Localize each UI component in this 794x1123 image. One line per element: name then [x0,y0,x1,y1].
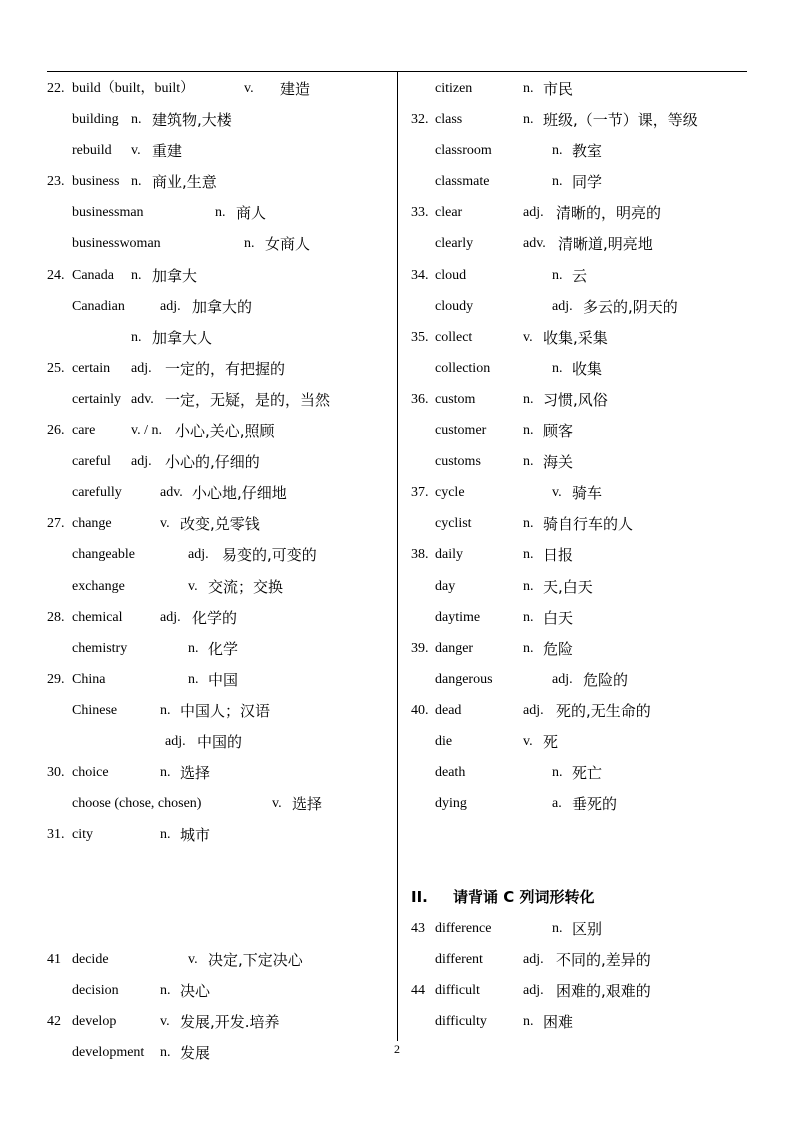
part-of-speech: adj. [523,205,544,221]
vocab-row [47,545,387,576]
chinese-meaning: 收集 [572,359,603,378]
chinese-meaning: 天,白天 [543,577,593,596]
vocab-row [47,266,387,297]
vocab-row [411,203,751,234]
vocab-row [47,141,387,172]
entry-number: 22. [47,81,65,96]
english-word: citizen [435,81,473,96]
english-word: clearly [435,236,474,252]
vocab-row [47,1012,387,1043]
vocab-row [47,297,387,328]
vocab-row [411,950,751,981]
vocab-row [411,483,751,514]
english-word: city [72,827,93,843]
english-word: chemical [72,609,123,625]
entry-number: 32. [411,112,429,128]
chinese-meaning: 困难 [543,1012,574,1031]
english-word: customer [435,423,487,439]
part-of-speech: adj. [552,671,573,687]
part-of-speech: v. [552,485,562,501]
chinese-meaning: 小心地,仔细地 [192,484,287,503]
english-word: building [72,112,119,128]
english-word: Canada [72,267,114,283]
english-word: danger [435,640,474,656]
chinese-meaning: 不同的,差异的 [556,950,651,969]
english-word: chemistry [72,640,128,656]
chinese-meaning: 习惯,风俗 [543,390,608,409]
chinese-meaning: 建造 [280,80,311,98]
chinese-meaning: 中国 [208,670,239,689]
part-of-speech: n. [131,112,142,128]
chinese-meaning: 城市 [180,826,211,845]
part-of-speech: n. [160,827,171,843]
entry-number: 37. [411,485,429,501]
part-of-speech: adj. [552,298,573,314]
column-divider [397,71,398,1041]
vocab-row [47,763,387,794]
vocab-row [47,514,387,545]
section-title: 请背诵 C 列词形转化 [453,888,595,907]
part-of-speech: n. [523,391,534,407]
vocab-row [411,234,751,265]
vocab-row [47,359,387,390]
right-column [411,79,751,1043]
english-word: clear [435,205,463,221]
entry-number: 34. [411,267,429,283]
chinese-meaning: 死亡 [572,764,603,783]
english-word: carefully [72,485,122,501]
part-of-speech: n. [523,112,534,128]
vocab-row [411,297,751,328]
vocab-row [47,483,387,514]
part-of-speech: n. [131,329,142,345]
spacer [47,856,387,918]
entry-number: 43 [411,920,425,936]
chinese-meaning: 一定的，有把握的 [165,359,286,378]
vocab-row [47,452,387,483]
english-word: Chinese [72,702,118,718]
chinese-meaning: 日报 [543,546,574,565]
entry-number: 30. [47,765,65,781]
english-word: rebuild [72,143,112,159]
vocab-row [411,670,751,701]
chinese-meaning: 一定，无疑，是的，当然 [165,390,331,409]
part-of-speech: adj. [131,360,152,376]
chinese-meaning: 教室 [572,142,603,161]
part-of-speech: n. [188,640,199,656]
part-of-speech: n. [523,547,534,563]
part-of-speech: v. [188,951,198,967]
vocab-row [411,763,751,794]
english-word: class [435,112,463,128]
vocab-row [47,981,387,1012]
part-of-speech: adj. [188,547,209,563]
part-of-speech: n. [188,671,199,687]
part-of-speech: n. [523,516,534,532]
english-word: exchange [72,578,125,594]
entry-number: 27. [47,516,65,532]
part-of-speech: v. [188,578,198,594]
english-word: difficult [435,982,480,998]
chinese-meaning: 加拿大的 [192,297,253,316]
english-word: custom [435,391,476,407]
chinese-meaning: 清晰道,明亮地 [558,235,653,254]
chinese-meaning: 危险 [543,639,574,658]
english-word: cyclist [435,516,472,532]
english-word: certain [72,360,111,376]
english-word: businesswoman [72,236,161,252]
english-word: develop [72,1013,117,1029]
part-of-speech: n. [552,143,563,159]
chinese-meaning: 决心 [180,981,211,1000]
chinese-meaning: 市民 [543,80,574,98]
chinese-meaning: 改变,兑零钱 [180,515,260,534]
english-word: difference [435,920,492,936]
part-of-speech: n. [131,267,142,283]
chinese-meaning: 同学 [572,173,603,192]
vocab-row [47,203,387,234]
part-of-speech: adj. [131,454,152,470]
english-word: choose (chose, chosen) [72,796,202,812]
vocab-row [411,110,751,141]
vocab-row [47,639,387,670]
chinese-meaning: 加拿大 [152,266,198,285]
vocab-row [411,172,751,203]
chinese-meaning: 区别 [572,919,603,938]
vocab-row [411,421,751,452]
part-of-speech: adj. [160,609,181,625]
entry-number: 26. [47,423,65,439]
chinese-meaning: 云 [572,266,588,285]
english-word: cloud [435,267,467,283]
vocab-row [47,701,387,732]
vocab-row [47,794,387,825]
english-word: cloudy [435,298,474,314]
chinese-meaning: 中国人；汉语 [180,701,271,720]
part-of-speech: n. [552,174,563,190]
vocab-row [47,825,387,856]
entry-number: 44 [411,982,425,998]
entry-number: 36. [411,391,429,407]
part-of-speech: n. [523,423,534,439]
part-of-speech: n. [523,578,534,594]
english-word: careful [72,454,111,470]
left-vocab-list-1 [47,79,387,856]
chinese-meaning: 困难的,艰难的 [556,981,651,1000]
vocab-row [411,919,751,950]
english-word: daytime [435,609,481,625]
chinese-meaning: 加拿大人 [152,328,213,347]
vocab-row [47,234,387,265]
chinese-meaning: 发展 [180,1043,211,1062]
chinese-meaning: 中国的 [197,732,243,751]
page-number: 2 [394,1042,400,1056]
part-of-speech: n. [215,205,226,221]
part-of-speech: v. [272,796,282,812]
part-of-speech: n. [523,609,534,625]
chinese-meaning: 决定,下定决心 [208,950,303,969]
part-of-speech: n. [523,640,534,656]
part-of-speech: adj. [523,951,544,967]
entry-number: 29. [47,671,65,687]
english-word: decision [72,982,119,998]
vocab-row [47,608,387,639]
spacer [411,825,751,856]
chinese-meaning: 白天 [543,608,574,627]
english-word: choice [72,765,109,781]
english-word: businessman [72,205,144,221]
part-of-speech: n. [160,765,171,781]
english-word: dangerous [435,671,493,687]
chinese-meaning: 骑车 [572,484,603,503]
vocab-row [411,79,751,110]
vocab-row [411,141,751,172]
english-word: collect [435,329,473,345]
chinese-meaning: 化学 [208,639,239,658]
left-column [47,79,387,1074]
vocab-row [411,266,751,297]
part-of-speech: n. [523,454,534,470]
part-of-speech: n. [552,920,563,936]
part-of-speech: v. [160,516,170,532]
right-vocab-list-2 [411,919,751,1043]
entry-number: 33. [411,205,429,221]
chinese-meaning: 海关 [543,453,574,472]
english-word: China [72,671,106,687]
english-word: death [435,765,466,781]
part-of-speech: adv. [160,485,183,501]
chinese-meaning: 易变的,可变的 [222,546,317,565]
chinese-meaning: 骑自行车的人 [543,515,634,534]
entry-number: 40. [411,702,429,718]
part-of-speech: v. [131,143,141,159]
part-of-speech: n. [160,982,171,998]
part-of-speech: adv. [131,391,154,407]
chinese-meaning: 建筑物,大楼 [152,111,232,130]
english-word: decide [72,951,109,967]
vocab-row [411,1012,751,1043]
english-word: change [72,516,112,532]
chinese-meaning: 发展,开发.培养 [180,1012,280,1031]
chinese-meaning: 多云的,阴天的 [583,297,678,316]
chinese-meaning: 危险的 [583,670,629,689]
chinese-meaning: 女商人 [265,235,311,254]
english-word: build（built，built） [72,81,195,96]
vocab-row [47,421,387,452]
english-word: difficulty [435,1013,487,1029]
english-word: cycle [435,485,465,501]
part-of-speech: n. [523,81,534,96]
vocab-row [411,701,751,732]
entry-number: 41 [47,951,61,967]
section-number: II. [411,888,428,907]
vocab-row [411,328,751,359]
part-of-speech: a. [552,796,562,812]
part-of-speech: n. [160,1044,171,1060]
part-of-speech: n. [523,1013,534,1029]
vocab-row [47,577,387,608]
english-word: care [72,423,96,439]
chinese-meaning: 小心的,仔细的 [165,453,260,472]
entry-number: 24. [47,267,65,283]
right-vocab-list-1 [411,79,751,825]
vocab-row [47,110,387,141]
entry-number: 39. [411,640,429,656]
part-of-speech: v. [523,733,533,749]
part-of-speech: v. [523,329,533,345]
chinese-meaning: 死的,无生命的 [556,701,651,720]
english-word: different [435,951,483,967]
chinese-meaning: 交流；交换 [208,577,284,596]
vocab-row [411,514,751,545]
chinese-meaning: 选择 [292,795,323,814]
chinese-meaning: 商业,生意 [152,173,217,192]
part-of-speech: n. [552,360,563,376]
chinese-meaning: 班级,（一节）课，等级 [543,111,698,130]
english-word: classroom [435,143,492,159]
part-of-speech: adj. [523,982,544,998]
part-of-speech: adj. [523,702,544,718]
vocab-row [411,577,751,608]
english-word: dead [435,702,462,718]
english-word: dying [435,796,467,812]
vocab-row [47,172,387,203]
english-word: business [72,174,120,190]
chinese-meaning: 垂死的 [572,795,618,814]
chinese-meaning: 收集,采集 [543,328,608,347]
chinese-meaning: 重建 [152,142,183,161]
vocab-row [47,732,387,763]
english-word: development [72,1044,145,1060]
part-of-speech: v. / n. [131,423,162,439]
chinese-meaning: 小心,关心,照顾 [175,422,275,441]
vocab-row [47,950,387,981]
vocab-row [411,545,751,576]
english-word: classmate [435,174,490,190]
spacer [47,919,387,950]
english-word: day [435,578,456,594]
entry-number: 42 [47,1013,61,1029]
part-of-speech: n. [552,267,563,283]
chinese-meaning: 选择 [180,764,211,783]
vocab-row [47,670,387,701]
section-heading [411,887,751,918]
chinese-meaning: 顾客 [543,422,574,441]
vocab-row [47,79,387,110]
part-of-speech: n. [552,765,563,781]
entry-number: 25. [47,360,65,376]
english-word: customs [435,454,481,470]
entry-number: 31. [47,827,65,843]
part-of-speech: v. [244,81,254,96]
vocab-row [411,981,751,1012]
vocab-row [47,390,387,421]
entry-number: 35. [411,329,429,345]
english-word: die [435,733,453,749]
part-of-speech: adj. [165,733,186,749]
english-word: certainly [72,391,121,407]
chinese-meaning: 化学的 [192,608,238,627]
vocab-row [411,390,751,421]
part-of-speech: n. [244,236,255,252]
entry-number: 38. [411,547,429,563]
chinese-meaning: 死 [543,732,559,751]
vocab-row [411,794,751,825]
vocab-row [47,328,387,359]
english-word: daily [435,547,463,563]
entry-number: 28. [47,609,65,625]
part-of-speech: n. [160,702,171,718]
english-word: collection [435,360,491,376]
chinese-meaning: 商人 [236,204,267,223]
english-word: Canadian [72,298,125,314]
english-word: changeable [72,547,135,563]
entry-number: 23. [47,174,65,190]
part-of-speech: v. [160,1013,170,1029]
vocab-row [411,359,751,390]
part-of-speech: adj. [160,298,181,314]
vocab-row [411,639,751,670]
vocab-row [411,452,751,483]
vocab-row [411,732,751,763]
vocab-row [411,608,751,639]
part-of-speech: n. [131,174,142,190]
part-of-speech: adv. [523,236,546,252]
chinese-meaning: 清晰的，明亮的 [556,204,662,223]
spacer [411,856,751,887]
